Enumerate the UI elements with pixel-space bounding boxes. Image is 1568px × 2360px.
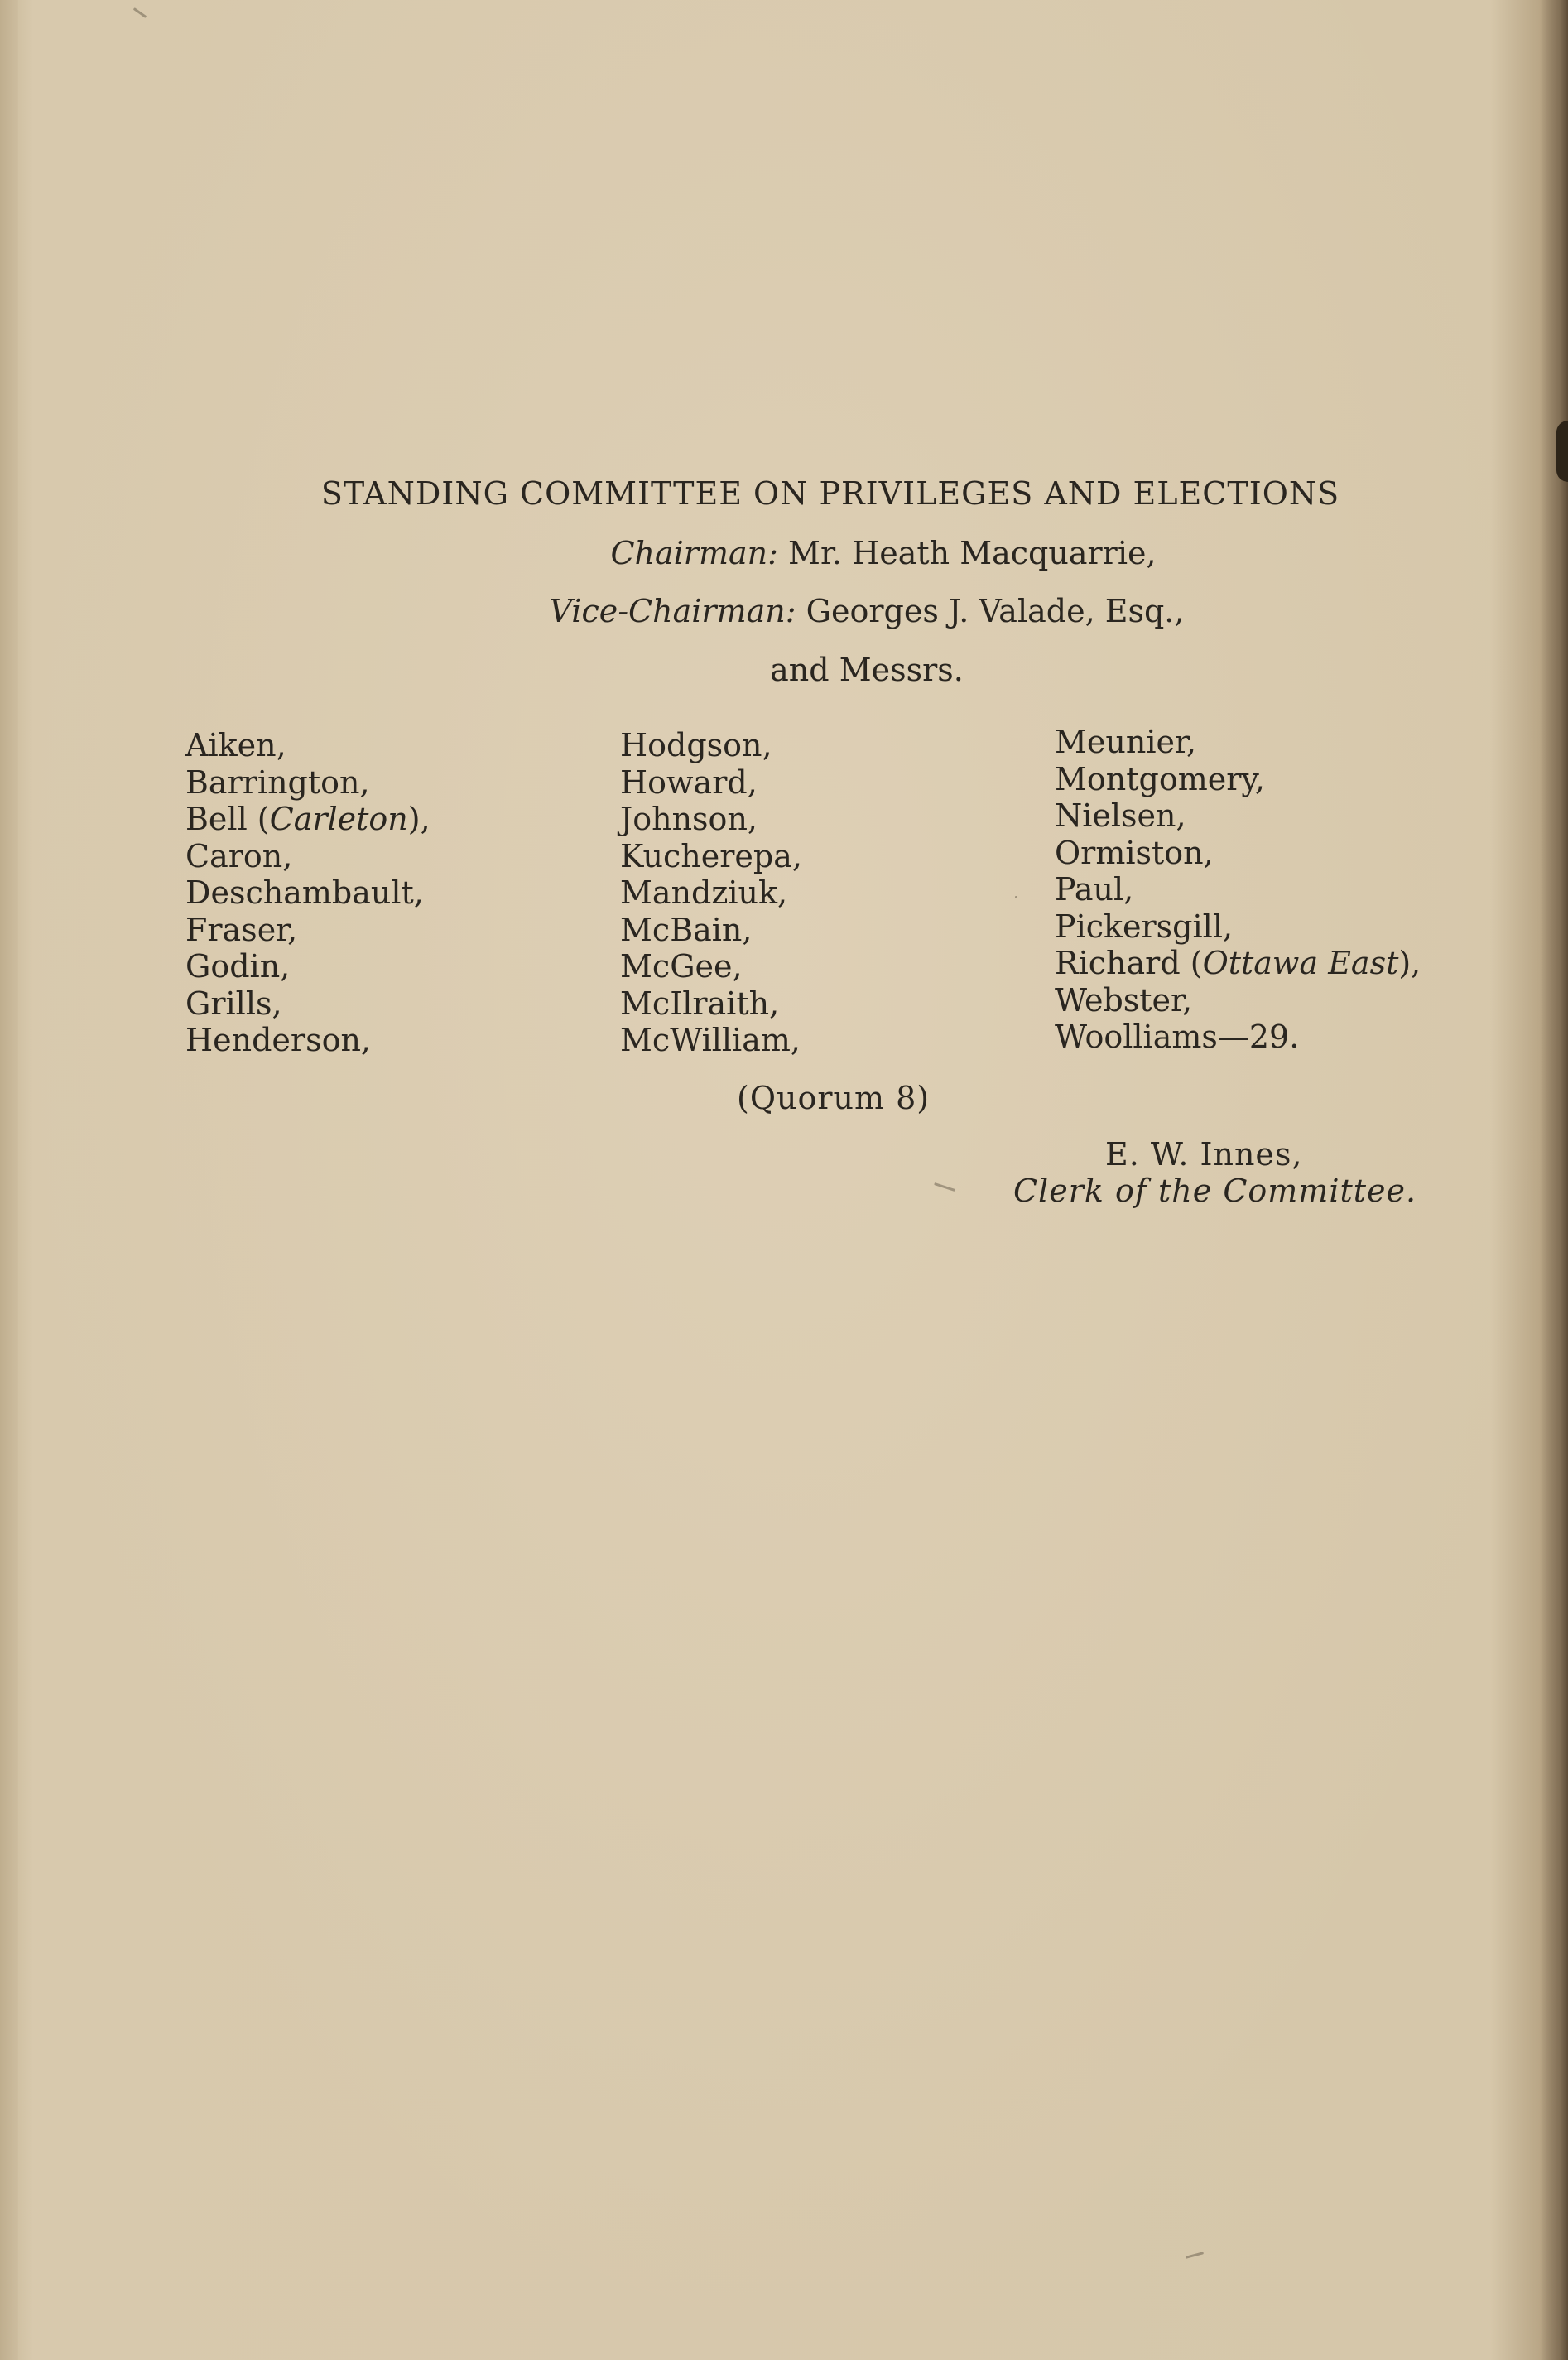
member-name: Pickersgill, [1055,908,1234,945]
clerk-name: E. W. Innes, [1105,1136,1303,1173]
member-name: Henderson, [185,1022,372,1058]
chairman-role: Chairman: [610,535,778,571]
member-name: Mandziuk, [620,874,788,911]
member-name: Richard (Ottawa East), [1055,945,1421,981]
chairman-name: Mr. Heath Macquarrie, [777,535,1157,571]
member-name: Montgomery, [1055,760,1265,797]
member-name: McWilliam, [620,1022,801,1058]
member-name: Johnson, [620,801,758,837]
members-column-2 [620,727,802,1059]
member-name: Paul, [1055,871,1134,908]
page-right-edge [1540,0,1568,2360]
paper-speck [1186,2252,1204,2259]
messrs-line: and Messrs. [770,652,964,688]
member-name: Webster, [1055,981,1193,1019]
paper-speck [934,1182,955,1192]
chairman-line [99,535,1568,571]
binding-mark [1556,421,1568,482]
member-name: Meunier, [1055,724,1197,760]
paper-speck [1015,896,1017,898]
page-title: STANDING COMMITTEE ON PRIVILEGES AND ELECTIONS [320,475,1340,512]
member-name: Hodgson, [620,727,772,763]
members-column-3 [1055,724,1421,1056]
constituency-name: Ottawa East [1202,945,1399,981]
member-name: Caron, [185,837,293,874]
member-name: Barrington, [185,763,370,801]
quorum-note: (Quorum 8) [737,1080,931,1116]
member-name: Deschambault, [185,874,424,911]
member-name: McBain, [620,911,753,948]
member-name: McIlraith, [620,985,780,1022]
page-left-edge [0,0,18,2360]
member-name: Grills, [185,985,282,1022]
vice-chairman-name: Georges J. Valade, Esq., [796,593,1185,629]
paper-speck [133,7,147,18]
member-name: Woolliams—29. [1055,1019,1300,1055]
member-name: Ormiston, [1055,834,1214,871]
member-name: Kucherepa, [620,837,802,874]
member-name: Fraser, [185,911,298,948]
member-name: Aiken, [185,727,286,763]
member-name: Bell (Carleton), [185,801,430,837]
member-name: Howard, [620,763,758,801]
member-name: McGee, [620,948,743,985]
vice-chairman-line [83,593,1568,629]
vice-chairman-role: Vice-Chairman: [549,593,796,629]
constituency-name: Carleton [269,801,408,837]
members-column-1 [185,727,430,1059]
clerk-title: Clerk of the Committee. [1013,1173,1417,1209]
member-name: Godin, [185,948,291,985]
member-name: Nielsen, [1055,797,1186,834]
